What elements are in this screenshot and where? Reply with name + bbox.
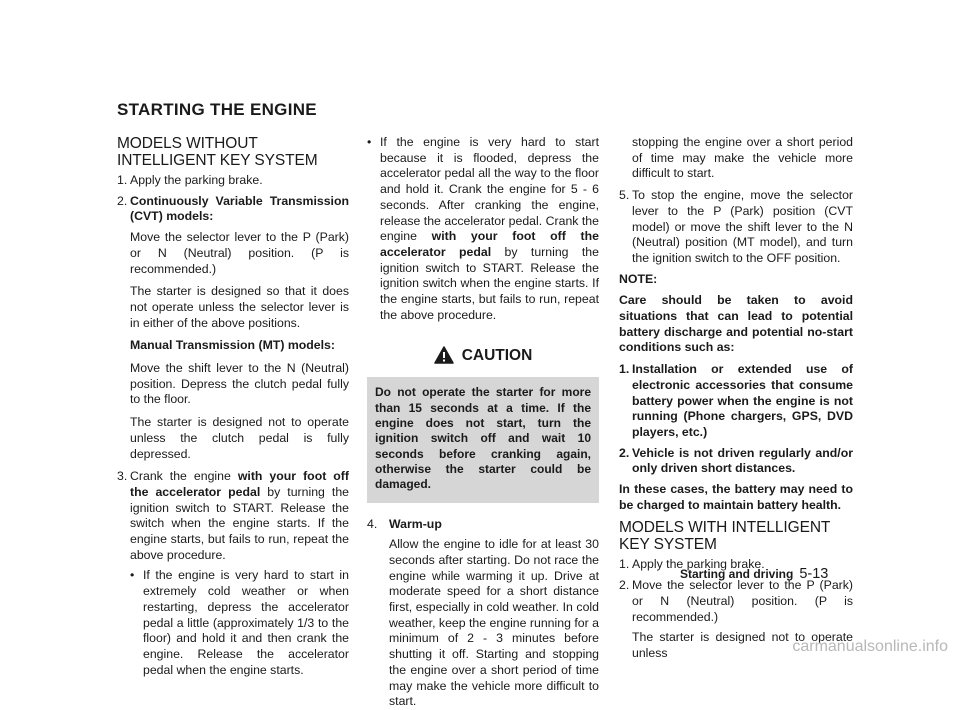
step-1 xyxy=(117,173,349,189)
step-text: Move the selector lever to the P (Park) or N (Neutral) position. (P is recommended.) xyxy=(632,578,853,624)
bullet2-text-a: If the engine is very hard to start because it is flooded, depress the accelerator pedal all the way to the floor and hold it. Crank the engine for 5 - 6 seconds. After cranking the engine, release the accelerator pedal. Crank the engine xyxy=(380,135,599,244)
section-title-without-ikey: MODELS WITHOUT INTELLIGENT KEY SYSTEM xyxy=(117,135,318,169)
mt-title: Manual Transmission (MT) models: xyxy=(130,338,335,353)
item-text: Vehicle is not driven regularly and/or only driven short distances. xyxy=(632,445,853,476)
section-title-with-ikey: MODELS WITH INTELLIGENT KEY SYSTEM xyxy=(619,519,830,554)
step3-text-a: Crank the engine xyxy=(130,469,238,484)
note-item-1 xyxy=(619,362,853,441)
watermark: carmanualsonline.info xyxy=(792,638,948,655)
step-text: Apply the parking brake. xyxy=(130,173,263,187)
item-text: Installation or extended use of electronic accessories that consume battery power when the engine is not running (Phone chargers, GPS, DVD players, etc.) xyxy=(632,362,853,439)
note-label: NOTE: xyxy=(619,271,658,286)
bullet-dot: • xyxy=(367,135,372,149)
warmup-title: Warm-up xyxy=(389,516,442,531)
item-number: 1. xyxy=(619,362,630,377)
caution-header xyxy=(367,333,599,377)
bullet2-text-bold: with your foot off the accelerator pedal xyxy=(380,229,599,259)
warmup-continued: stopping the engine over a short period of time may make the vehicle more difficult to start. xyxy=(632,135,853,181)
column-3 xyxy=(619,135,853,669)
page-heading: STARTING THE ENGINE xyxy=(117,100,317,119)
column-2 xyxy=(367,135,599,709)
bullet-dot: • xyxy=(130,568,135,583)
page-footer xyxy=(680,566,828,582)
footer-section: Starting and driving xyxy=(680,567,794,581)
column-1 xyxy=(117,135,349,684)
step-number: 2. xyxy=(117,193,128,208)
step-5 xyxy=(619,188,853,267)
step-number: 4. xyxy=(367,516,378,531)
step-number: 1. xyxy=(117,173,128,187)
mt-paragraph-1: Move the shift lever to the N (Neutral) position. Depress the clutch pedal fully to the floor. xyxy=(130,361,349,407)
caution-title: CAUTION xyxy=(461,346,533,364)
note-item-2 xyxy=(619,446,853,477)
step-text: Apply the parking brake. xyxy=(632,557,765,572)
note-outro: In these cases, the battery may need to be charged to maintain battery health. xyxy=(619,482,853,512)
bullet2-text-b: by turning the ignition switch to START. Release the ignition switch when the engine starts. If the engine starts, but fails to run, repeat the above procedure. xyxy=(380,244,599,322)
bullet-cold-weather xyxy=(117,568,349,678)
item-number: 2. xyxy=(619,445,630,460)
warning-icon xyxy=(434,346,454,364)
bullet-flooded xyxy=(367,135,599,323)
note-intro: Care should be taken to avoid situations that can lead to potential battery discharge and potential no-start conditions such as: xyxy=(619,293,853,355)
mt-paragraph-2: The starter is designed not to operate unless the clutch pedal is fully depressed. xyxy=(130,415,349,461)
ikey-step-2 xyxy=(619,578,853,625)
step-number: 2. xyxy=(619,578,630,593)
step-2 xyxy=(117,194,349,225)
bullet-text: If the engine is very hard to start in extremely cold weather or when restarting, depress the accelerator pedal a little (approximately 1/3 to the floor) and hold it and then crank the engine. Release the accelerator pedal when the engine starts. xyxy=(143,568,349,677)
cvt-paragraph-2: The starter is designed so that it does not operate unless the selector lever is in either of the above positions. xyxy=(130,284,349,330)
step3-text-b: by turning the ignition switch to START. Release the switch when the engine starts. If the engine starts, but fails to run, repeat the above procedure. xyxy=(130,484,349,562)
step-text xyxy=(130,469,349,563)
caution-box xyxy=(367,333,599,502)
warmup-text: Allow the engine to idle for at least 30 seconds after starting. Do not race the engine while warming it up. Drive at moderate speed for a short distance first, especially in cold weather. In cold weather, keep the engine running for a minimum of 2 - 3 minutes before shutting it off. Starting and stopping the engine over a short period of time may make the vehicle more difficult to start. xyxy=(389,537,599,709)
step-number: 5. xyxy=(619,188,630,203)
step-text: To stop the engine, move the selector lever to the P (Park) position (CVT model) or move the shift lever to the N (Neutral) position (MT model), and turn the ignition switch to the OFF position. xyxy=(632,188,853,265)
cvt-paragraph-1: Move the selector lever to the P (Park) or N (Neutral) position. (P is recommended.) xyxy=(130,230,349,276)
caution-text: Do not operate the starter for more than 15 seconds at a time. If the engine does not start, turn the ignition switch off and wait 10 seconds before cranking again, otherwise the starter could be damaged. xyxy=(375,385,591,492)
ikey-step2-continued: The starter is designed not to operate unless xyxy=(632,630,853,660)
step-3 xyxy=(117,469,349,563)
step-number: 1. xyxy=(619,557,630,572)
page-number: 5-13 xyxy=(799,566,829,582)
step-4 xyxy=(367,517,599,533)
cvt-title: Continuously Variable Transmission (CVT) models: xyxy=(130,193,349,224)
step-number: 3. xyxy=(117,469,128,484)
bullet-text xyxy=(380,135,599,323)
step3-text-bold: with your foot off the accelerator pedal xyxy=(130,469,350,499)
